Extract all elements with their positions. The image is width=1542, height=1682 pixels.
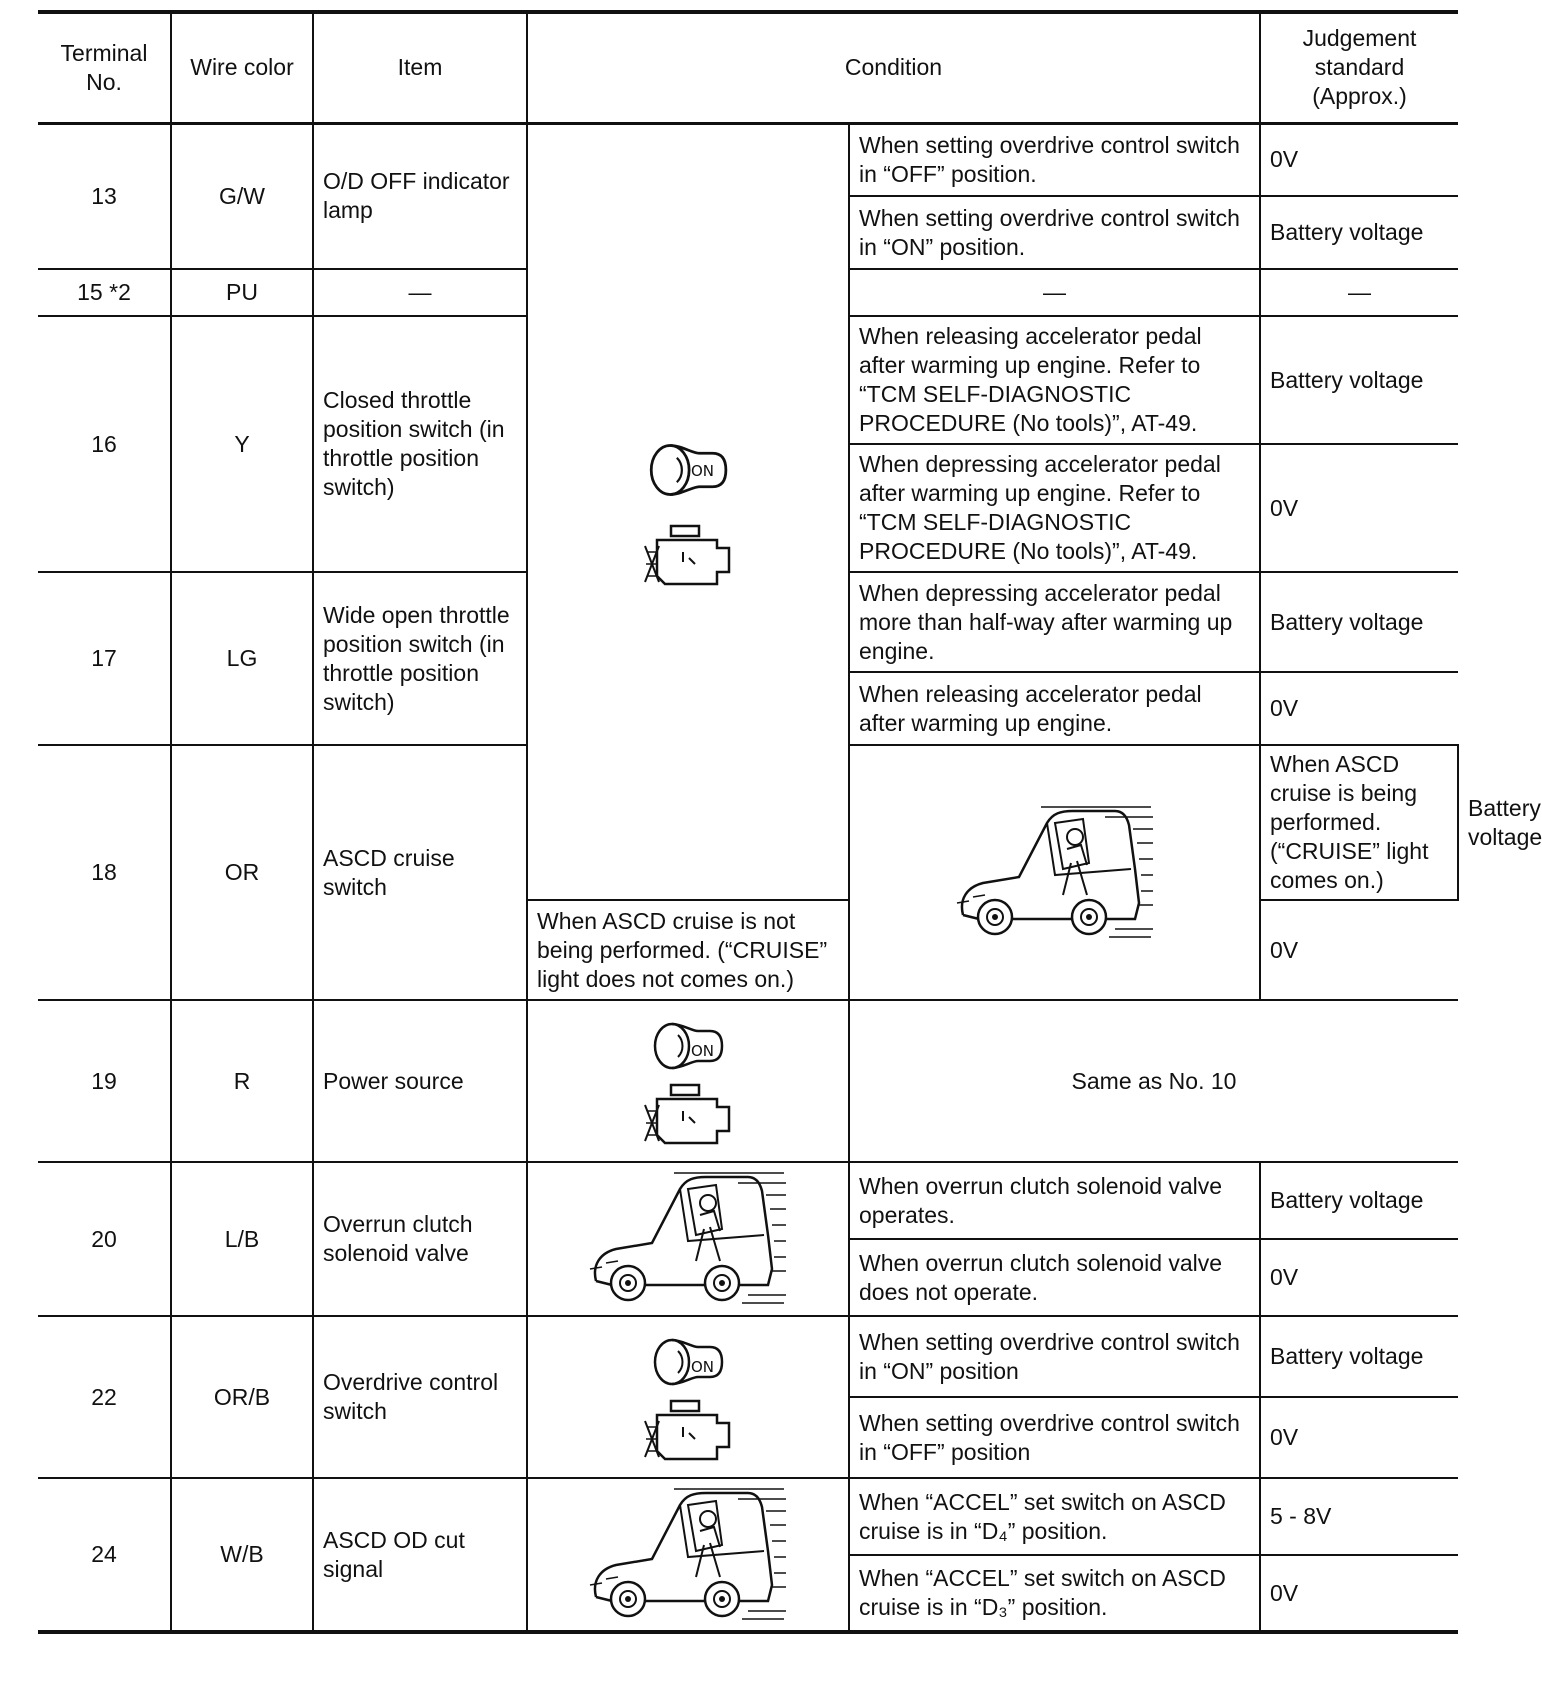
condition-text: Same as No. 10 [849,1000,1458,1162]
condition-text: When setting overdrive control switch in “OFF” position. [849,123,1260,196]
terminal-no: 20 [38,1162,171,1316]
vehicle-running-icon-cell [849,745,1260,1000]
condition-text: When “ACCEL” set switch on ASCD cruise is in “D₃” position. [849,1555,1260,1632]
wire-color: L/B [171,1162,313,1316]
judgement-value: 0V [1260,444,1458,572]
terminal-no: 24 [38,1478,171,1632]
engine-stopped-icon [643,1081,733,1151]
vehicle-running-icon-cell [527,1162,849,1316]
condition-text: When setting overdrive control switch in “ON” position [849,1316,1260,1397]
judgement-value: — [1260,269,1458,316]
ignition-key-on-icon [643,1011,733,1081]
key-on-label: ON [691,1358,715,1376]
condition-text: — [849,269,1260,316]
item-name: Closed throttle position switch (in throttle position switch) [313,316,527,572]
ignition-engine-icon-cell [527,123,849,900]
item-name: Wide open throttle position switch (in throttle position switch) [313,572,527,745]
condition-text: When depressing accelerator pedal more than half-way after warming up engine. [849,572,1260,672]
wire-color: LG [171,572,313,745]
judgement-value: 0V [1260,900,1458,1000]
ignition-key-on-icon [643,1327,733,1397]
wire-color: G/W [171,123,313,269]
key-on-label: ON [691,1042,715,1060]
table-row [38,1478,1458,1555]
item-name: — [313,269,527,316]
terminal-no: 19 [38,1000,171,1162]
judgement-value: Battery voltage [1260,196,1458,269]
judgement-value: 0V [1260,1239,1458,1316]
judgement-value: Battery voltage [1260,1316,1458,1397]
judgement-value: 0V [1260,672,1458,745]
header-judgement: Judgement standard (Approx.) [1260,12,1458,123]
wire-color: Y [171,316,313,572]
key-on-label: ON [691,461,715,480]
judgement-value: 0V [1260,123,1458,196]
item-name: Overrun clutch solenoid valve [313,1162,527,1316]
item-name: Overdrive control switch [313,1316,527,1478]
condition-text: When depressing accelerator pedal after warming up engine. Refer to “TCM SELF-DIAGNOSTIC PROCEDURE (No tools)”, AT-49. [849,444,1260,572]
header-terminal: Terminal No. [38,12,171,123]
wire-color: W/B [171,1478,313,1632]
car-driving-icon [955,803,1155,943]
engine-stopped-icon [643,1397,733,1467]
table-row [38,1000,1458,1162]
judgement-value: Battery voltage [1260,316,1458,444]
header-condition: Condition [527,12,1260,123]
condition-text: When setting overdrive control switch in “ON” position. [849,196,1260,269]
item-name: ASCD OD cut signal [313,1478,527,1632]
table-row [38,1162,1458,1239]
terminal-no: 13 [38,123,171,269]
condition-text: When releasing accelerator pedal after warming up engine. Refer to “TCM SELF-DIAGNOSTIC PROCEDURE (No tools)”, AT-49. [849,316,1260,444]
terminal-no: 16 [38,316,171,572]
car-driving-icon [588,1485,788,1625]
header-wire-color: Wire color [171,12,313,123]
condition-text: When releasing accelerator pedal after warming up engine. [849,672,1260,745]
header-item: Item [313,12,527,123]
wire-color: OR [171,745,313,1000]
condition-text: When ASCD cruise is not being performed. (“CRUISE” light does not comes on.) [527,900,849,1000]
table-row: 18 OR ASCD cruise switch When ASCD cruise is being performed. (“CRUISE” light comes on.) Battery voltage [38,745,1458,900]
judgement-value: 5 - 8V [1260,1478,1458,1555]
wire-color: PU [171,269,313,316]
ignition-engine-icon-cell [527,1316,849,1478]
engine-stopped-icon [643,521,733,593]
condition-text: When overrun clutch solenoid valve operates. [849,1162,1260,1239]
item-name: ASCD cruise switch [313,745,527,1000]
judgement-value: 0V [1260,1555,1458,1632]
terminal-no: 18 [38,745,171,1000]
judgement-value: 0V [1260,1397,1458,1478]
condition-text: When ASCD cruise is being performed. (“CRUISE” light comes on.) [1260,745,1458,900]
terminal-no: 17 [38,572,171,745]
condition-text: When “ACCEL” set switch on ASCD cruise is in “D₄” position. [849,1478,1260,1555]
condition-text: When overrun clutch solenoid valve does not operate. [849,1239,1260,1316]
car-driving-icon [588,1169,788,1309]
terminal-no: 22 [38,1316,171,1478]
item-name: O/D OFF indicator lamp [313,123,527,269]
header-row [38,12,1458,123]
wire-color: R [171,1000,313,1162]
table-row [38,1316,1458,1397]
judgement-value: Battery voltage [1260,1162,1458,1239]
judgement-value: Battery voltage [1260,572,1458,672]
item-name: Power source [313,1000,527,1162]
terminal-spec-table [38,10,1542,1634]
ignition-key-on-icon [643,431,733,509]
terminal-no: 15 *2 [38,269,171,316]
ignition-engine-icon-cell [527,1000,849,1162]
vehicle-running-icon-cell [527,1478,849,1632]
table-row [38,123,1458,196]
condition-text: When setting overdrive control switch in “OFF” position [849,1397,1260,1478]
wire-color: OR/B [171,1316,313,1478]
